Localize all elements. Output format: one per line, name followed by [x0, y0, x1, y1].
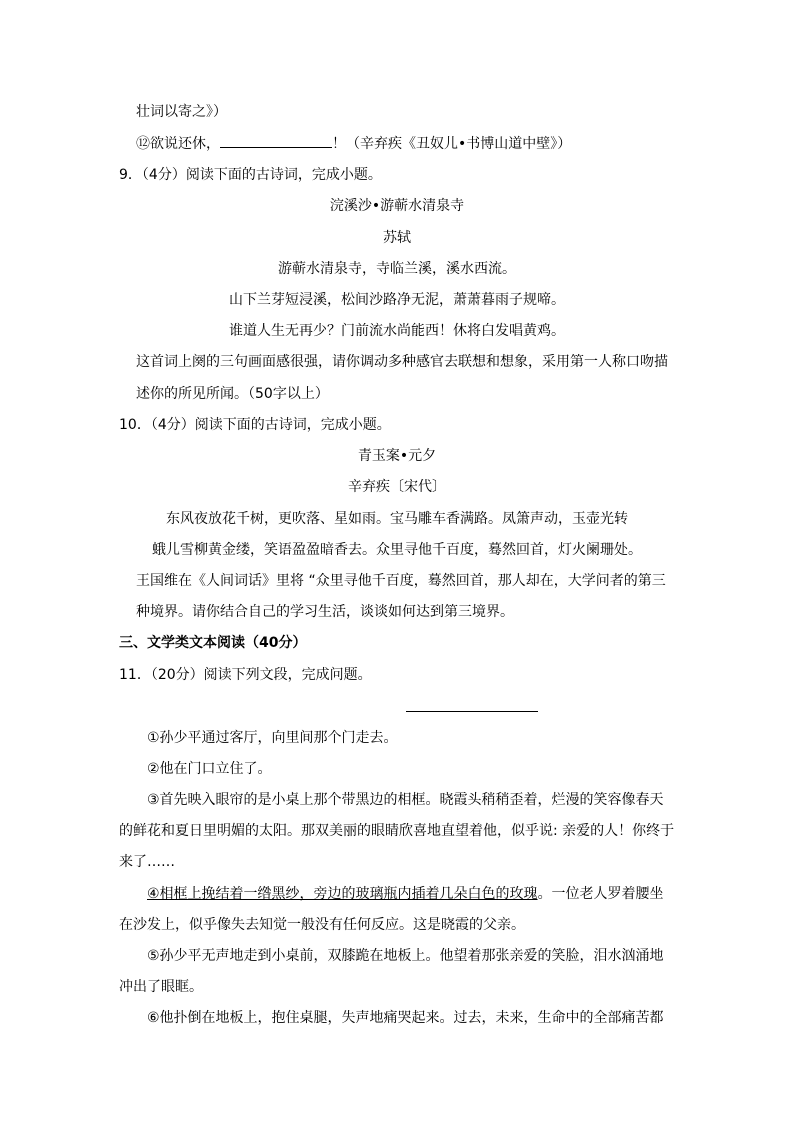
question-11-heading: 11．（20分）阅读下列文段，完成问题。	[119, 667, 372, 683]
question-text: 这首词上阕的三句画面感很强，请你调动多种感官去联想和想象，采用第一人称口吻描	[136, 354, 668, 370]
passage-line: 来了……	[119, 854, 175, 870]
passage-title-blank[interactable]	[406, 711, 538, 712]
passage-paragraph: ②他在门口立住了。	[147, 761, 272, 777]
poem-author: 辛弃疾〔宋代〕	[348, 479, 446, 495]
passage-line: 的鲜花和夏日里明媚的太阳。那双美丽的眼睛欣喜地直望着他，似乎说: 亲爱的人！你终于	[119, 823, 675, 839]
poem-line: 东风夜放花千树，更吹落、星如雨。宝马雕车香满路。凤箫声动，玉壶光转	[166, 511, 628, 527]
poem-line: 蛾儿雪柳黄金缕，笑语盈盈暗香去。众里寻他千百度，蓦然回首，灯火阑珊处。	[152, 542, 642, 558]
question-9-heading: 9．（4分）阅读下面的古诗词，完成小题。	[119, 167, 382, 183]
passage-line: 冲出了眼眶。	[119, 979, 203, 995]
question-text: 王国维在《人间词话》里将 “众里寻他千百度，蓦然回首，那人却在，大学问者的第三	[136, 573, 666, 589]
passage-paragraph: ①孙少平通过客厅，向里间那个门走去。	[147, 730, 398, 746]
question-10-heading: 10．（4分）阅读下面的古诗词，完成小题。	[119, 417, 391, 433]
text-line: 壮词以寄之》）	[136, 104, 227, 120]
poem-line: 游蕲水清泉寺，寺临兰溪，溪水西流。	[278, 261, 516, 277]
question-text: 述你的所见所闻。（50字以上）	[136, 386, 329, 402]
passage-paragraph: ⑤孙少平无声地走到小桌前，双膝跪在地板上。他望着那张亲爱的笑脸，泪水汹涌地	[147, 948, 664, 964]
text-fragment: 。一位老人罗着腰坐	[537, 886, 664, 902]
text-fragment: ⑫欲说还休，	[136, 136, 220, 152]
poem-line: 山下兰芽短浸溪，松间沙路净无泥，萧萧暮雨子规啼。	[229, 292, 565, 308]
passage-paragraph: ⑥他扑倒在地板上，抱住桌腿，失声地痛哭起来。过去，未来，生命中的全部痛苦都	[147, 1010, 664, 1026]
passage-paragraph	[147, 884, 664, 904]
poem-line: 谁道人生无再少？门前流水尚能西！休将白发唱黄鸡。	[229, 323, 565, 339]
text-line	[136, 133, 571, 154]
underlined-sentence: ④相框上挽结着一绺黑纱，旁边的玻璃瓶内插着几朵白色的玫瑰	[147, 886, 538, 902]
text-fragment: ！（辛弃疾《丑奴儿•书博山道中壁》）	[332, 136, 572, 152]
poem-author: 苏轼	[383, 230, 411, 246]
question-text: 种境界。请你结合自己的学习生活，谈谈如何达到第三境界。	[136, 604, 514, 620]
passage-paragraph: ③首先映入眼帘的是小桌上那个带黑边的相框。晓霞头稍稍歪着，烂漫的笑容像春天	[147, 792, 664, 808]
passage-line: 在沙发上，似乎像失去知觉一般没有任何反应。这是晓霞的父亲。	[119, 917, 525, 933]
poem-title: 浣溪沙•游蕲水清泉寺	[329, 198, 465, 214]
poem-title: 青玉案•元夕	[357, 448, 437, 464]
answer-blank[interactable]	[220, 133, 332, 148]
section-heading: 三、文学类文本阅读（40分）	[119, 635, 307, 651]
